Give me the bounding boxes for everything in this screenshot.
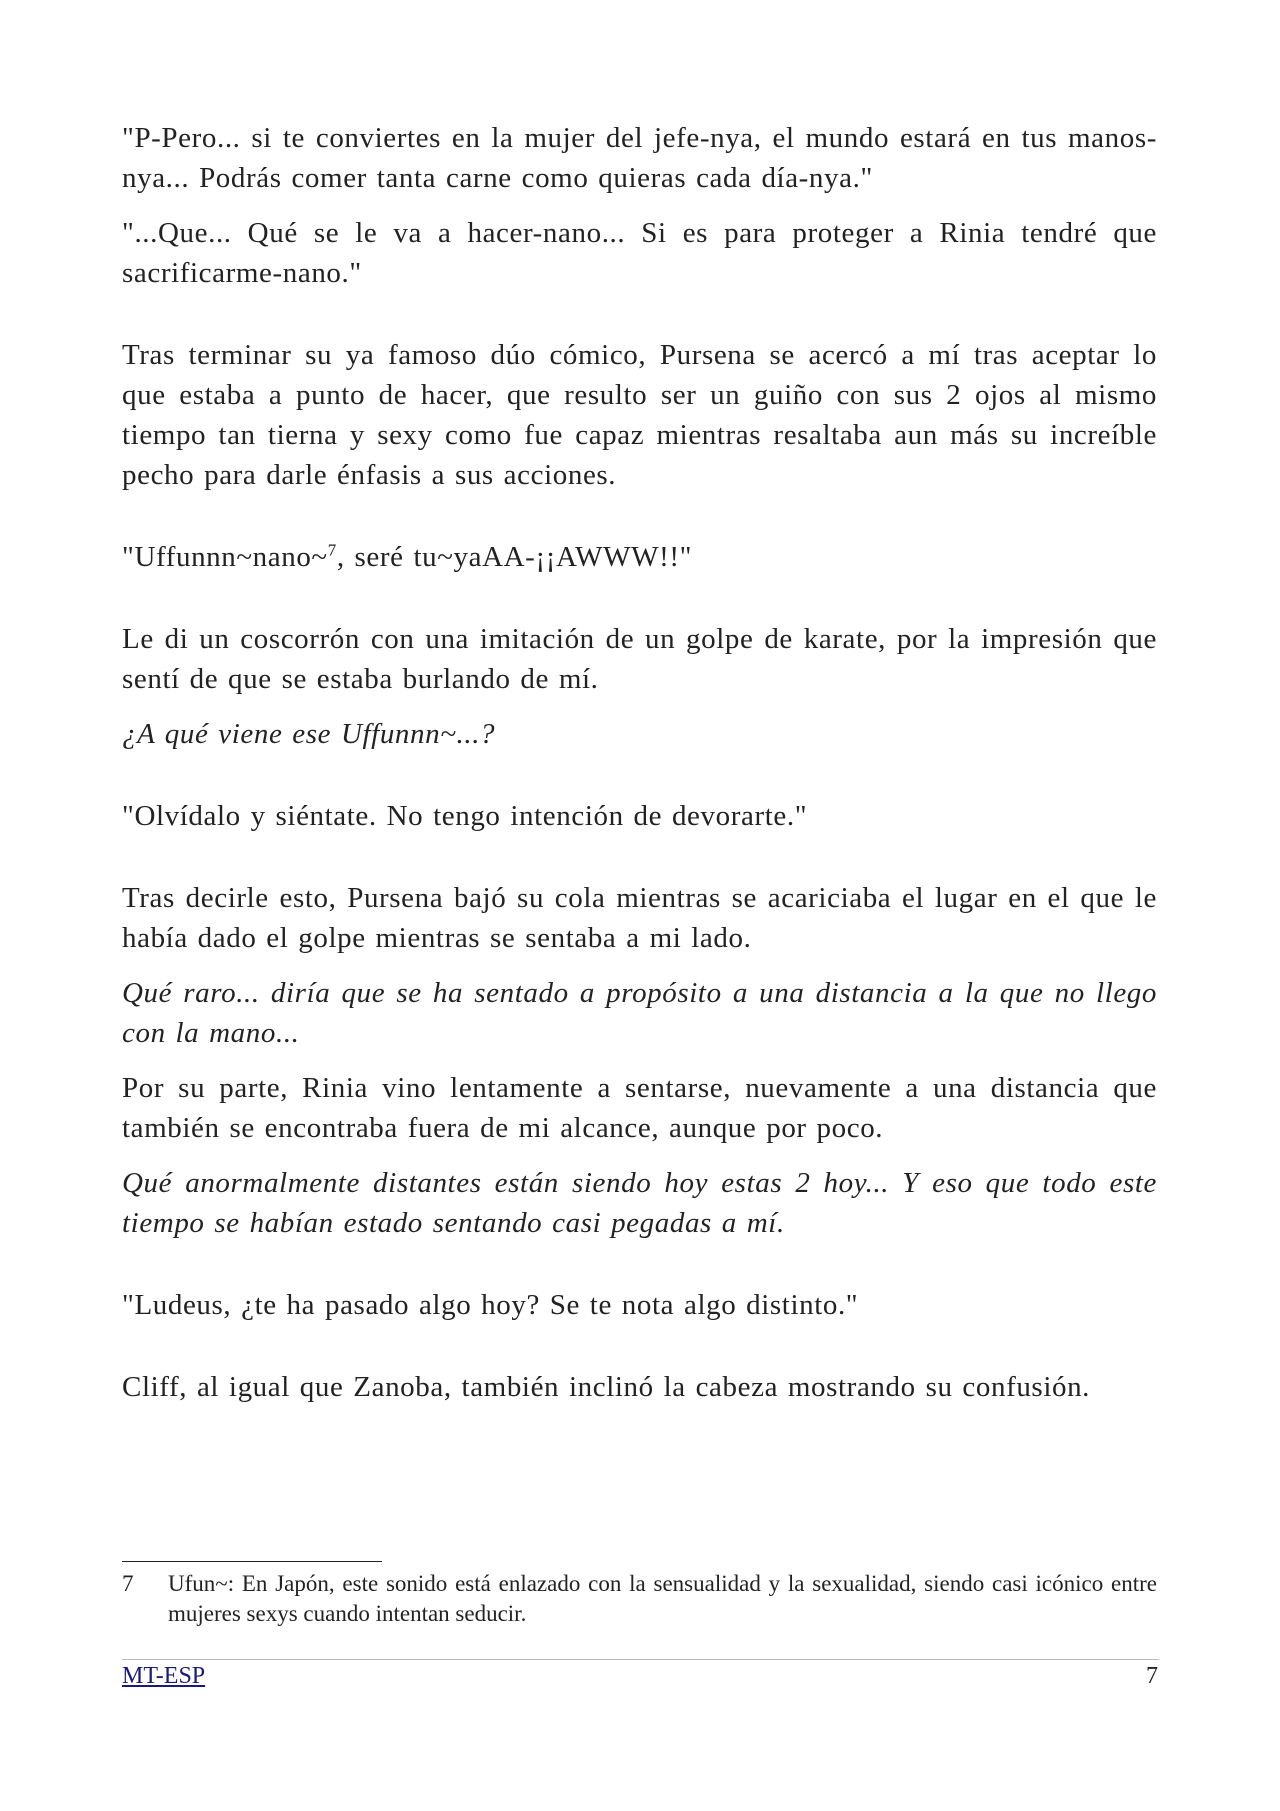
page-body xyxy=(122,118,1157,1422)
paragraph-4 xyxy=(122,537,1157,577)
footer-link[interactable]: MT-ESP xyxy=(122,1663,206,1689)
paragraph-11-thought: Qué anormalmente distantes están siendo hoy estas 2 hoy... Y eso que todo este tiempo se habían estado sentando casi pegadas a mí. xyxy=(122,1167,1157,1239)
paragraph-7: "Olvídalo y siéntate. No tengo intención de devorarte." xyxy=(122,800,808,832)
paragraph-4-after: , seré tu~yaAA-¡¡AWWW!!" xyxy=(336,541,693,573)
paragraph-5: Le di un coscorrón con una imitación de un golpe de karate, por la impresión que sentí de que se estaba burlando de mí. xyxy=(122,623,1157,695)
paragraph-9-thought: Qué raro... diría que se ha sentado a propósito a una distancia a la que no llego con la mano... xyxy=(122,977,1157,1049)
page-number: 7 xyxy=(1146,1663,1158,1689)
paragraph-8: Tras decirle esto, Pursena bajó su cola mientras se acariciaba el lugar en el que le había dado el golpe mientras se sentaba a mi lado. xyxy=(122,882,1157,954)
footnote xyxy=(122,1569,1157,1629)
paragraph-2: "...Que... Qué se le va a hacer-nano... Si es para proteger a Rinia tendré que sacrificarme-nano." xyxy=(122,217,1157,289)
paragraph-1: "P-Pero... si te conviertes en la mujer del jefe-nya, el mundo estará en tus manos-nya... Podrás comer tanta carne como quieras cada día-nya." xyxy=(122,122,1157,194)
paragraph-13: Cliff, al igual que Zanoba, también inclinó la cabeza mostrando su confusión. xyxy=(122,1371,1091,1403)
footnote-text: Ufun~: En Japón, este sonido está enlazado con la sensualidad y la sexualidad, siendo casi icónico entre mujeres sexys cuando intentan seducir. xyxy=(168,1571,1157,1626)
footnote-number: 7 xyxy=(122,1571,134,1596)
footnote-divider xyxy=(122,1561,382,1562)
paragraph-10: Por su parte, Rinia vino lentamente a sentarse, nuevamente a una distancia que también se encontraba fuera de mi alcance, aunque por poco. xyxy=(122,1072,1157,1144)
paragraph-12: "Ludeus, ¿te ha pasado algo hoy? Se te nota algo distinto." xyxy=(122,1289,859,1321)
footnote-reference[interactable]: 7 xyxy=(327,540,337,560)
paragraph-4-before: "Uffunnn~nano~ xyxy=(122,541,328,573)
paragraph-3: Tras terminar su ya famoso dúo cómico, Pursena se acercó a mí tras aceptar lo que estaba a punto de hacer, que resulto ser un guiño con sus 2 ojos al mismo tiempo tan tierna y sexy como fue capaz mientras resaltaba aun más su increíble pecho para darle énfasis a sus acciones. xyxy=(122,339,1157,491)
footer-divider xyxy=(122,1659,1159,1660)
paragraph-6-thought: ¿A qué viene ese Uffunnn~...? xyxy=(122,718,496,750)
